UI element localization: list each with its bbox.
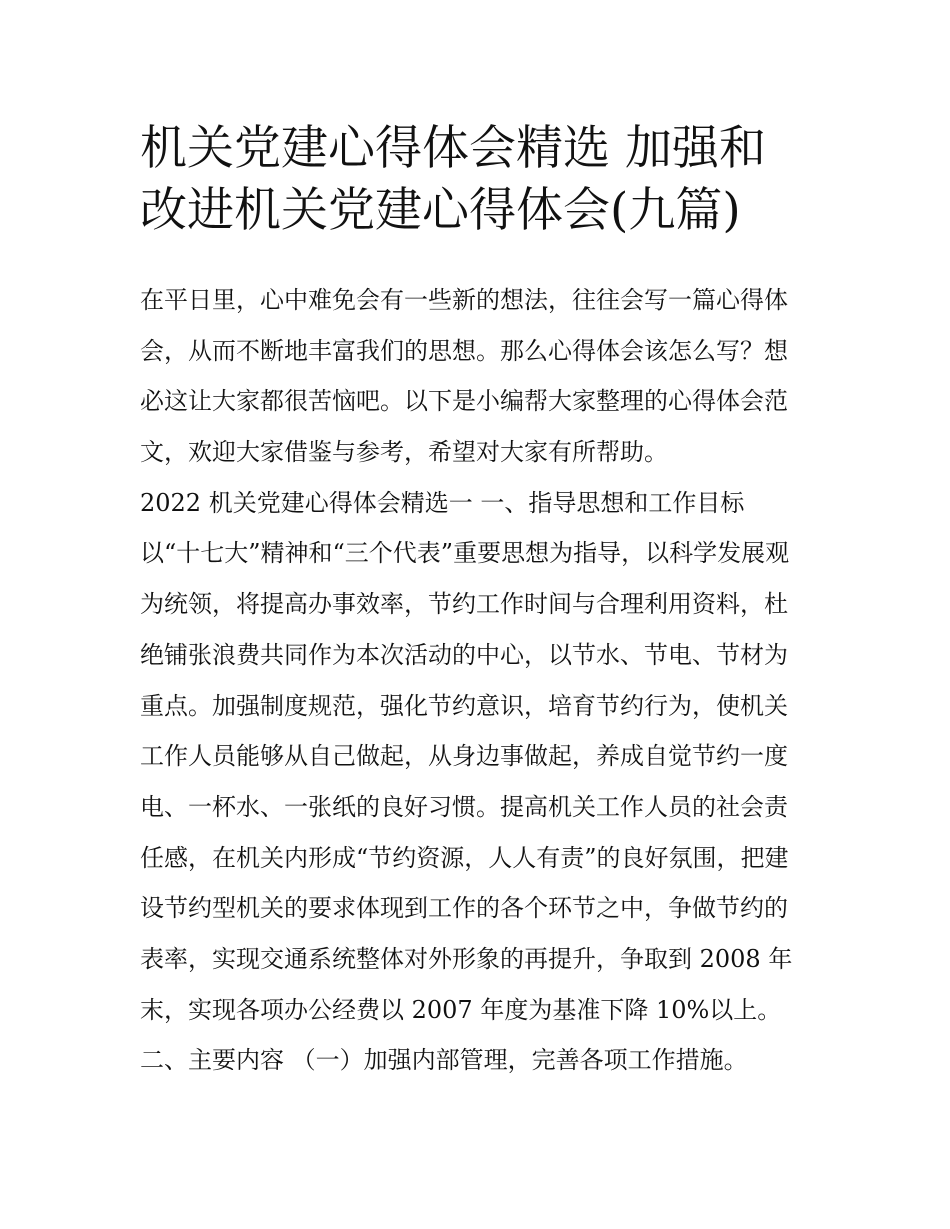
document-body <box>140 282 820 1093</box>
body-line: 绝铺张浪费共同作为本次活动的中心，以节水、节电、节材为 <box>140 640 788 669</box>
body-line: 末，实现各项办公经费以 2007 年度为基准下降 10%以上。 <box>140 995 782 1024</box>
body-line: 任感，在机关内形成“节约资源，人人有责”的良好氛围，把建 <box>140 843 789 872</box>
document-title <box>140 118 820 242</box>
body-line: 重点。加强制度规范，强化节约意识，培育节约行为，使机关 <box>140 691 788 720</box>
section-heading: 二、主要内容 （一）加强内部管理，完善各项工作措施。 <box>140 1046 748 1075</box>
body-line: 为统领，将提高办事效率，节约工作时间与合理利用资料，杜 <box>140 590 788 619</box>
body-line: 会，从而不断地丰富我们的思想。那么心得体会该怎么写？想 <box>140 336 788 365</box>
body-line: 文，欢迎大家借鉴与参考，希望对大家有所帮助。 <box>140 438 668 467</box>
body-line: 设节约型机关的要求体现到工作的各个环节之中，争做节约的 <box>140 894 788 923</box>
title-line-1: 机关党建心得体会精选 加强和 <box>140 121 766 176</box>
body-line: 必这让大家都很苦恼吧。以下是小编帮大家整理的心得体会范 <box>140 387 788 416</box>
body-line: 表率，实现交通系统整体对外形象的再提升，争取到 2008 年 <box>140 944 793 973</box>
body-line: 在平日里，心中难免会有一些新的想法，往往会写一篇心得体 <box>140 286 788 314</box>
section-heading: 2022 机关党建心得体会精选一 一、指导思想和工作目标 <box>140 488 745 517</box>
body-line: 电、一杯水、一张纸的良好习惯。提高机关工作人员的社会责 <box>140 792 788 821</box>
body-line: 工作人员能够从自己做起，从身边事做起，养成自觉节约一度 <box>140 742 788 771</box>
body-line: 以“十七大”精神和“三个代表”重要思想为指导，以科学发展观 <box>140 539 790 568</box>
title-line-2: 改进机关党建心得体会(九篇) <box>140 183 741 238</box>
